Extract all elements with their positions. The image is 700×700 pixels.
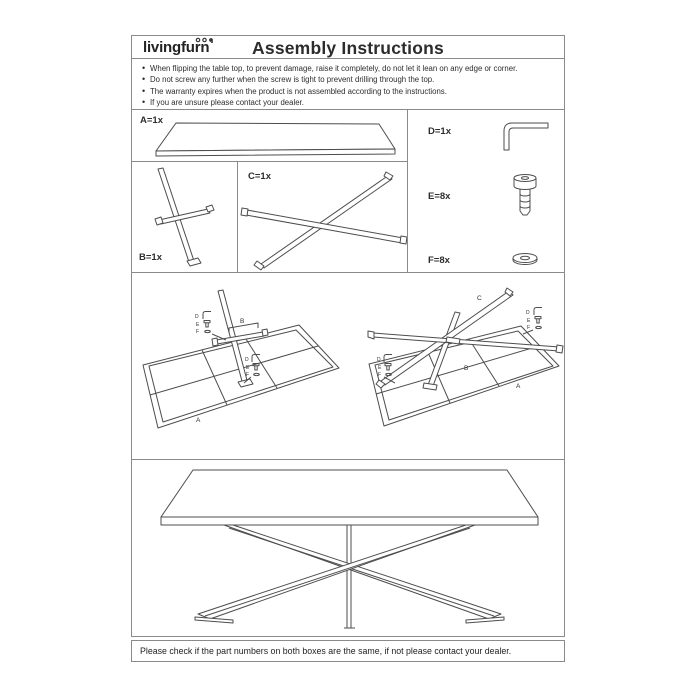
step2-diagram	[368, 288, 563, 426]
table-top-drawing	[132, 110, 407, 161]
x-frame-drawing	[238, 162, 407, 272]
part-label-e: E=8x	[428, 191, 451, 202]
step1-label-b: B	[240, 318, 245, 325]
assembly-steps-drawing	[132, 273, 564, 459]
step1-callout-e2: E	[246, 365, 250, 371]
step2-label-b: B	[464, 365, 469, 372]
step2-callout-d: D	[526, 310, 530, 316]
assembly-steps-box	[131, 272, 565, 460]
part-label-f: F=8x	[428, 255, 450, 266]
footer-note: Please check if the part numbers on both boxes are the same, if not please contact your dealer.	[140, 646, 512, 656]
header-box	[131, 35, 565, 59]
step1-callout-f: F	[196, 329, 200, 335]
part-label-c: C=1x	[248, 171, 271, 182]
step2-callout-d2: D	[377, 357, 381, 363]
part-box-c	[237, 161, 408, 273]
part-label-a: A=1x	[140, 115, 163, 126]
brand-logo-text: livingfurn	[143, 39, 210, 56]
warning-list	[132, 63, 564, 109]
assembled-table-drawing	[132, 460, 564, 636]
part-label-d: D=1x	[428, 126, 451, 137]
part-box-b	[131, 161, 238, 273]
page-title: Assembly Instructions	[252, 38, 444, 58]
bolt-icon	[514, 175, 536, 216]
step1-label-a: A	[196, 417, 201, 424]
warning-item: • If you are unsure please contact your dealer.	[150, 97, 558, 108]
parts-grid	[131, 109, 565, 273]
step1-diagram	[143, 290, 339, 428]
footer-note-box	[131, 640, 565, 662]
step2-callout-f2: F	[378, 372, 382, 378]
step1-callout-d: D	[195, 314, 199, 320]
washer-icon	[513, 254, 537, 265]
step2-callout-e: E	[527, 318, 531, 324]
instruction-sheet	[131, 35, 565, 662]
step1-callout-d2: D	[245, 357, 249, 363]
hardware-drawings	[408, 110, 564, 272]
parts-bc-row	[131, 161, 408, 273]
warning-item: • The warranty expires when the product is not assembled according to the instructions.	[150, 86, 558, 97]
assembled-table-box	[131, 459, 565, 637]
part-box-def	[407, 109, 565, 273]
leg-bar-drawing	[132, 162, 237, 272]
step1-callout-e: E	[196, 322, 200, 328]
warning-item: • Do not screw any further when the screw is tight to prevent drilling through the top.	[150, 74, 558, 85]
parts-left-column	[131, 109, 408, 273]
warnings-box	[131, 58, 565, 110]
step2-callout-e2: E	[378, 365, 382, 371]
warning-item: • When flipping the table top, to prevent damage, raise it completely, do not let it lean on any edge or corner.	[150, 63, 558, 74]
step1-callout-f2: F	[246, 372, 250, 378]
part-box-a	[131, 109, 408, 162]
step2-label-a: A	[516, 383, 521, 390]
allen-key-icon	[504, 123, 548, 150]
part-label-b: B=1x	[139, 252, 162, 263]
step2-label-c: C	[477, 295, 482, 302]
step2-callout-f: F	[527, 325, 531, 331]
